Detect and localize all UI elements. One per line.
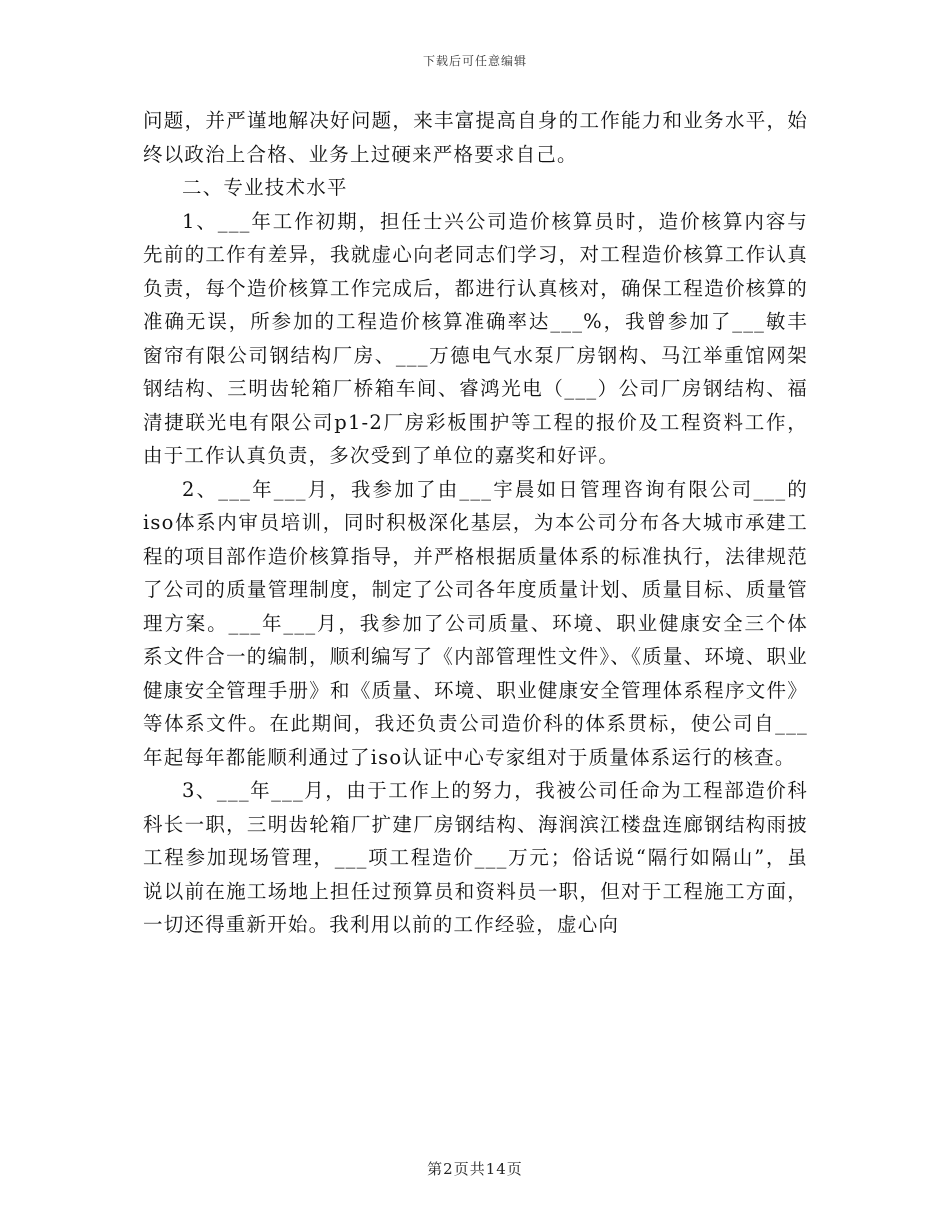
- paragraph-continuation: 问题，并严谨地解决好问题，来丰富提高自身的工作能力和业务水平，始终以政治上合格、业务上过硬来严格要求自己。: [143, 109, 808, 166]
- paragraph-item-1: 1、___年工作初期，担任士兴公司造价核算员时，造价核算内容与先前的工作有差异，我就虚心向老同志们学习，对工程造价核算工作认真负责，每个造价核算工作完成后，都进行认真核对，确保工程造价核算的准确无误，所参加的工程造价核算准确率达___%，我曾参加了___敏丰窗帘有限公司钢结构厂房、___万德电气水泵厂房钢构、马江举重馆网架钢结构、三明齿轮箱厂桥箱车间、睿鸿光电（___）公司厂房钢结构、福清捷联光电有限公司p1-2厂房彩板围护等工程的报价及工程资料工作，由于工作认真负责，多次受到了单位的嘉奖和好评。: [143, 209, 808, 467]
- page-header: 下载后可任意编辑: [422, 54, 527, 68]
- paragraph-item-3: 3、___年___月，由于工作上的努力，我被公司任命为工程部造价科科长一职，三明齿轮箱厂扩建厂房钢结构、海润滨江楼盘连廊钢结构雨披工程参加现场管理，___项工程造价___万元；俗话说“隔行如隔山”，虽说以前在施工场地上担任过预算员和资料员一职，但对于工程施工方面，一切还得重新开始。我利用以前的工作经验，虚心向: [143, 779, 808, 936]
- paragraph-item-2: 2、___年___月，我参加了由___宇晨如日管理咨询有限公司___的iso体系内审员培训，同时积极深化基层，为本公司分布各大城市承建工程的项目部作造价核算指导，并严格根据质量体系的标准执行，法律规范了公司的质量管理制度，制定了公司各年度质量计划、质量目标、质量管理方案。___年___月，我参加了公司质量、环境、职业健康安全三个体系文件合一的编制，顺利编写了《内部管理性文件》、《质量、环境、职业健康安全管理手册》和《质量、环境、职业健康安全管理体系程序文件》等体系文件。在此期间，我还负责公司造价科的体系贯标，使公司自___年起每年都能顺利通过了iso认证中心专家组对于质量体系运行的核查。: [143, 477, 808, 769]
- page-number: 第2页共14页: [427, 1160, 523, 1178]
- section-heading: 二、专业技术水平: [182, 176, 348, 199]
- document-body: [143, 104, 808, 942]
